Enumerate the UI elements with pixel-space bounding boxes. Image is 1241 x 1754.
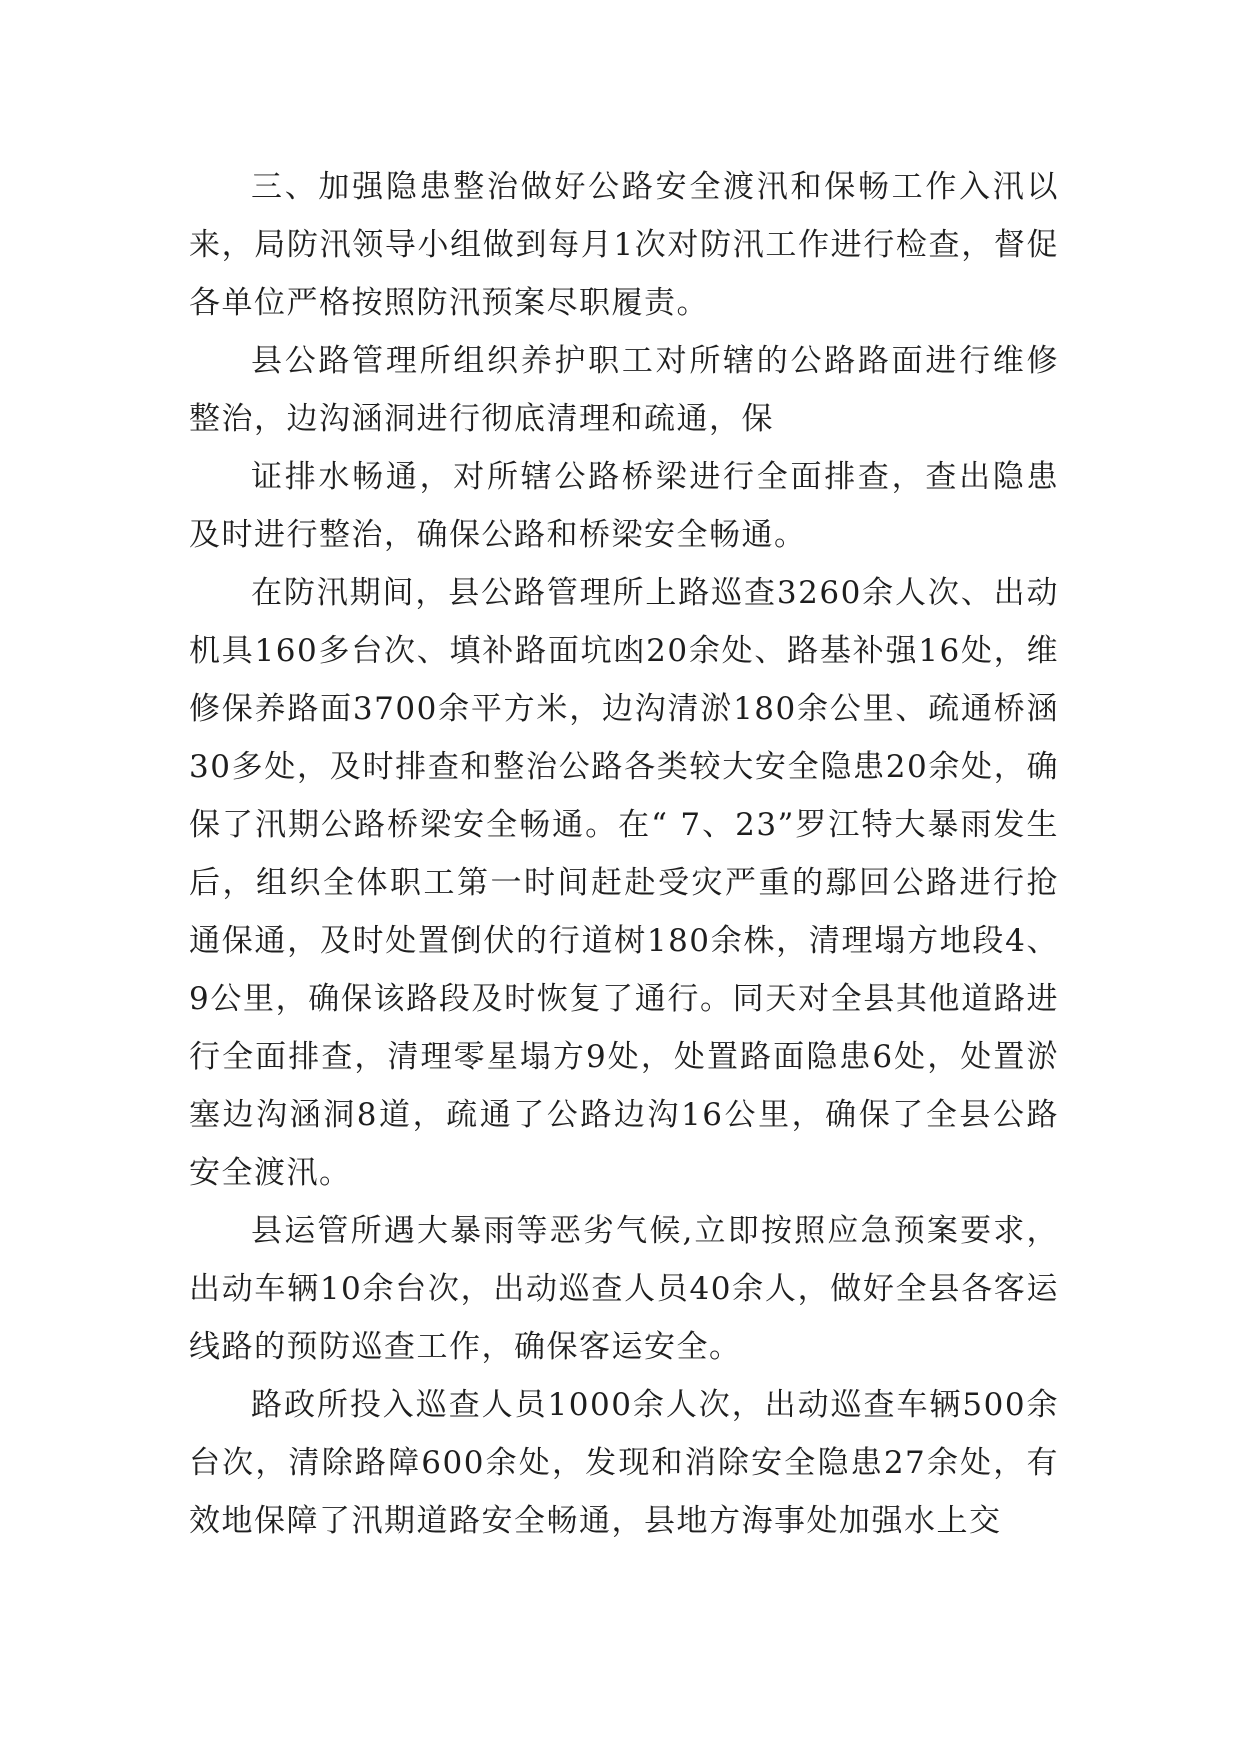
- paragraph-flood-rectification: 三、加强隐患整治做好公路安全渡汛和保畅工作入汛以来，局防汛领导小组做到每月1次对防汛工作进行检查，督促各单位严格按照防汛预案尽职履责。: [189, 169, 1059, 321]
- document-body: [189, 158, 1059, 1550]
- paragraph-drainage-bridges: 证排水畅通，对所辖公路桥梁进行全面排查，查出隐患及时进行整治，确保公路和桥梁安全畅通。: [189, 459, 1059, 553]
- paragraph-road-maintenance: 县公路管理所组织养护职工对所辖的公路路面进行维修整治，边沟涵洞进行彻底清理和疏通，保: [189, 343, 1059, 437]
- paragraph-road-administration: 路政所投入巡查人员1000余人次，出动巡查车辆500余台次，清除路障600余处，发现和消除安全隐患27余处，有效地保障了汛期道路安全畅通，县地方海事处加强水上交: [189, 1387, 1059, 1539]
- paragraph-flood-season-statistics: 在防汛期间，县公路管理所上路巡查3260余人次、出动机具160多台次、填补路面坑凼20余处、路基补强16处，维修保养路面3700余平方米，边沟清淤180余公里、疏通桥涵30多处，及时排查和整治公路各类较大安全隐患20余处，确保了汛期公路桥梁安全畅通。在“ 7、23”罗江特大暴雨发生后，组织全体职工第一时间赶赴受灾严重的鄢回公路进行抢通保通，及时处置倒伏的行道树180余株，清理塌方地段4、9公里，确保该路段及时恢复了通行。同天对全县其他道路进行全面排查，清理零星塌方9处，处置路面隐患6处，处置淤塞边沟涵洞8道，疏通了公路边沟16公里，确保了全县公路安全渡汛。: [189, 575, 1059, 1191]
- paragraph-transport-management: 县运管所遇大暴雨等恶劣气候,立即按照应急预案要求，出动车辆10余台次，出动巡查人员40余人，做好全县各客运线路的预防巡查工作，确保客运安全。: [189, 1213, 1059, 1365]
